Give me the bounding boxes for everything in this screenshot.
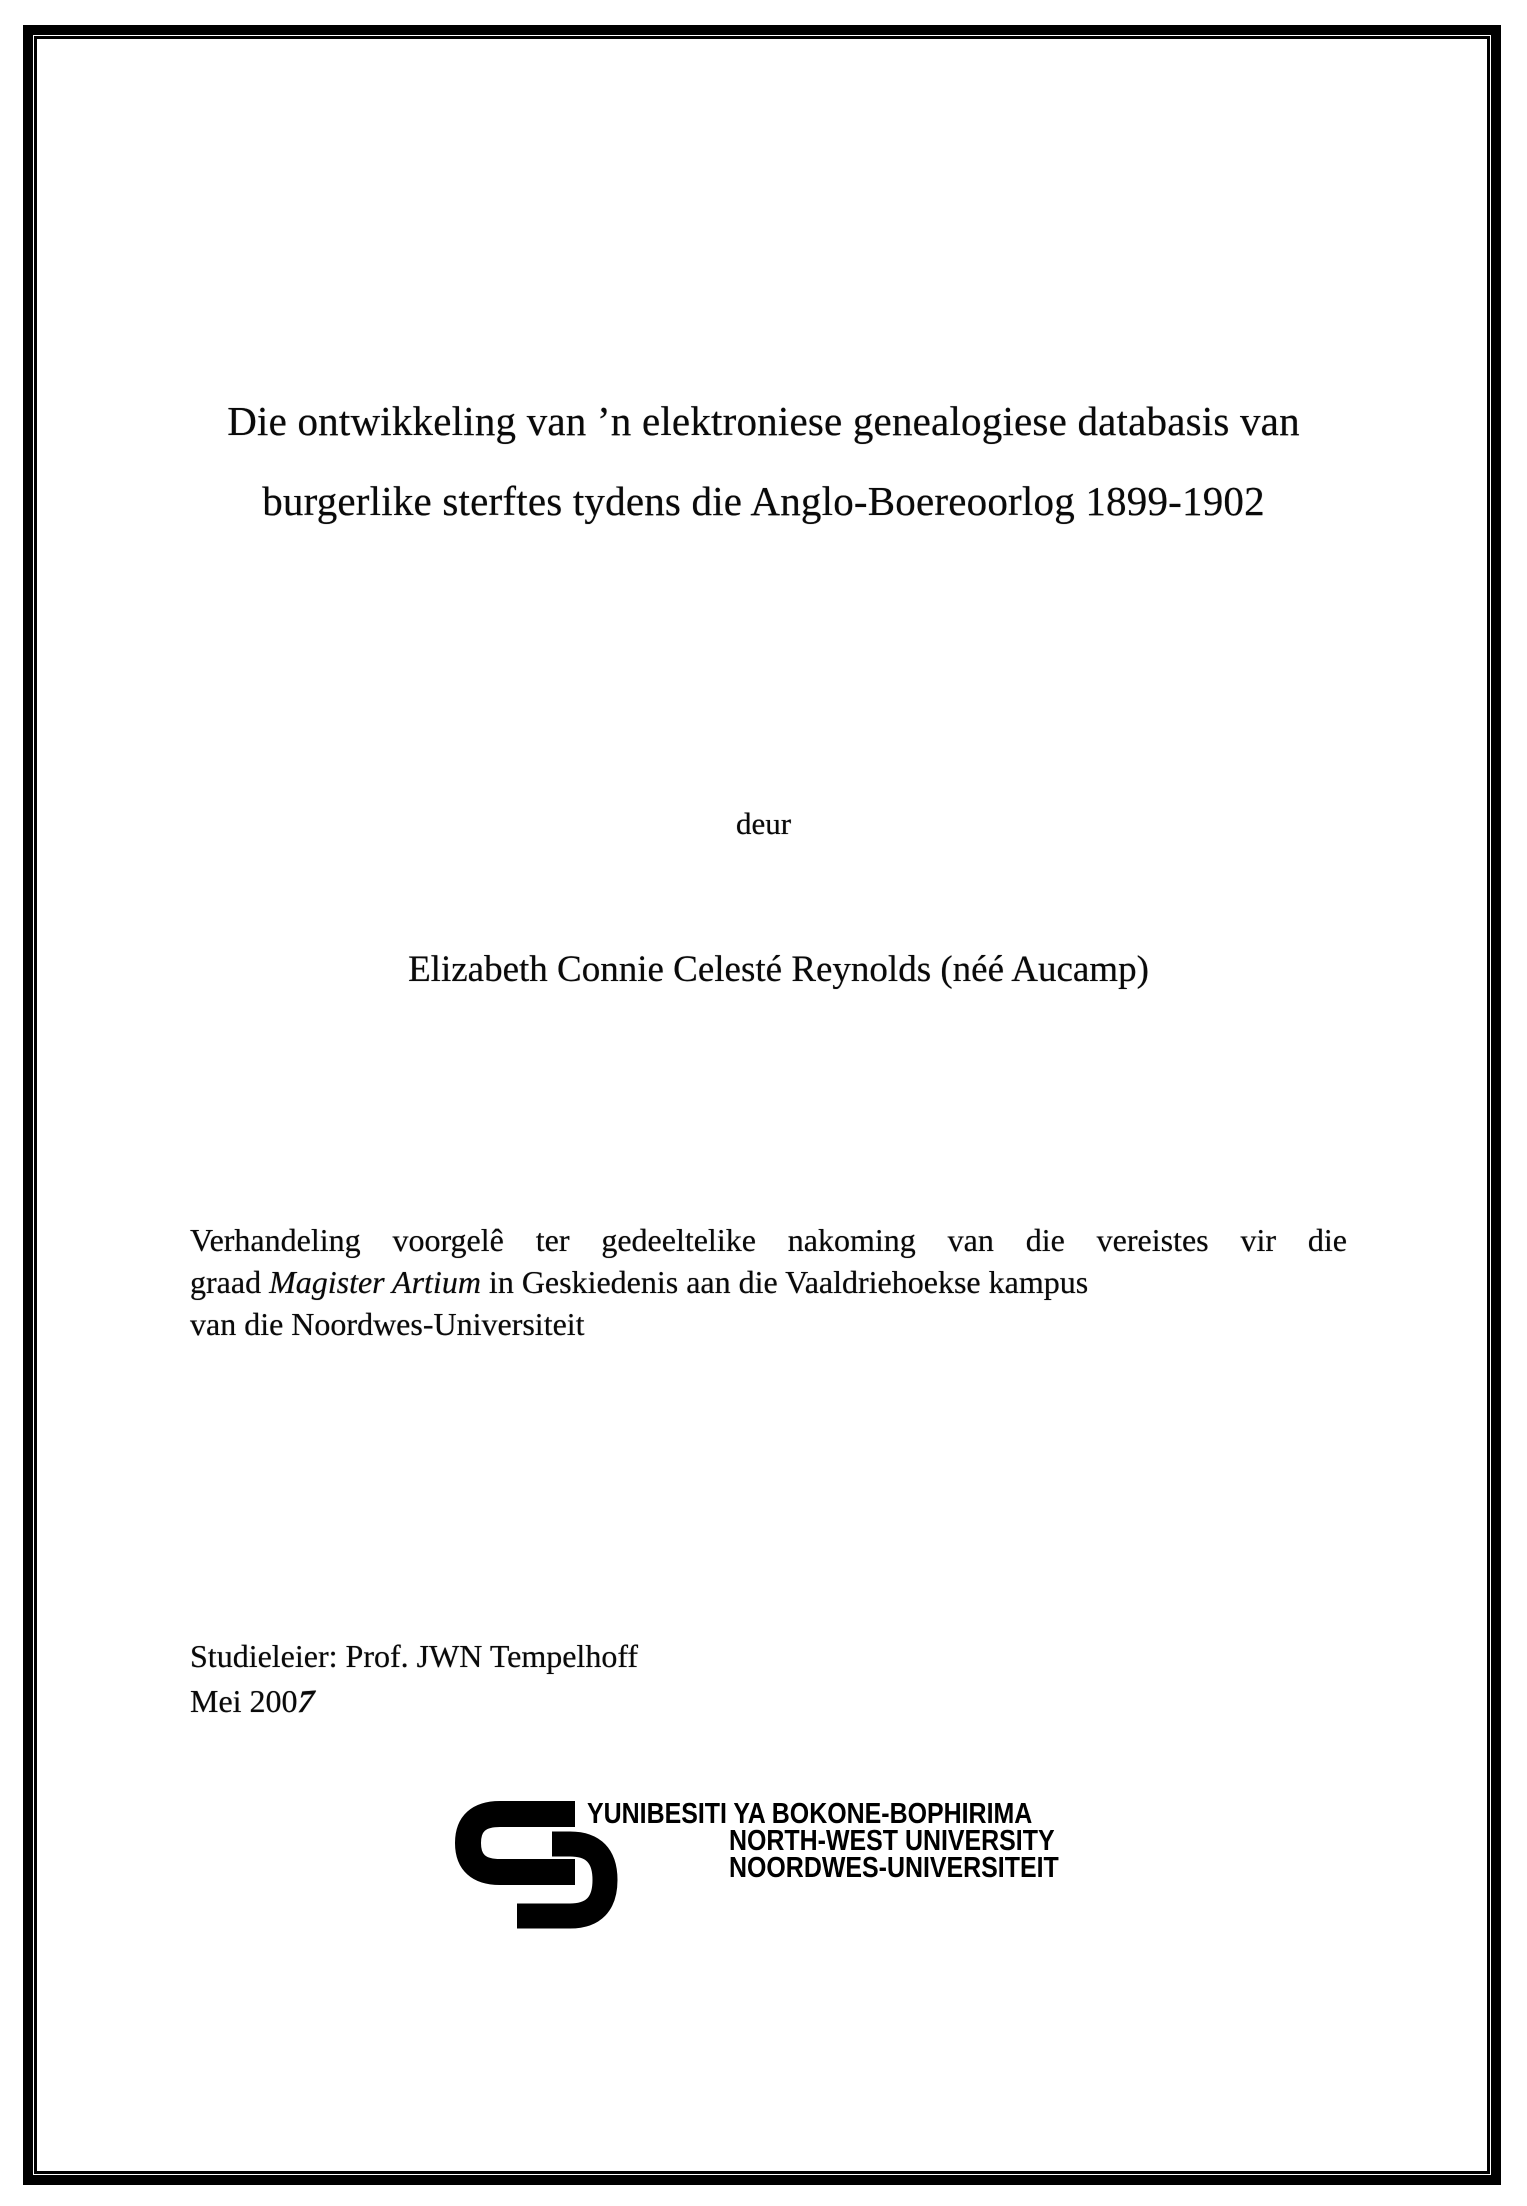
date-last-digit: 7	[292, 1682, 319, 1720]
degree-statement-line1: Verhandeling voorgelê ter gedeeltelike nakoming van die vereistes vir die	[190, 1222, 1347, 1258]
supervisor-line: Studieleier: Prof. JWN Tempelhoff	[190, 1638, 639, 1674]
logo-text-line3: NOORDWES-UNIVERSITEIT	[729, 1852, 1059, 1884]
thesis-title	[110, 381, 1417, 541]
degree-statement-line2-pre: graad	[190, 1264, 270, 1300]
logo-text-line2: NORTH-WEST UNIVERSITY	[729, 1825, 1055, 1857]
supervisor-block	[190, 1634, 638, 1724]
byline: deur	[735, 806, 792, 841]
date-line	[190, 1679, 638, 1724]
degree-statement	[190, 1219, 1347, 1345]
degree-name-italic: Magister Artium	[269, 1264, 481, 1300]
degree-statement-line2-post: in Geskiedenis aan die Vaaldriehoekse kampus	[480, 1264, 1089, 1300]
degree-statement-line2	[190, 1261, 1347, 1303]
university-logo-text	[587, 1798, 1112, 1884]
date-prefix: Mei 200	[190, 1683, 298, 1719]
thesis-title-line2: burgerlike sterftes tydens die Anglo-Boereoorlog 1899-1902	[262, 478, 1265, 524]
degree-statement-line3: van die Noordwes-Universiteit	[190, 1306, 585, 1342]
thesis-title-line1: Die ontwikkeling van ’n elektroniese genealogiese databasis van	[227, 398, 1300, 444]
author-name: Elizabeth Connie Celesté Reynolds (néé Aucamp)	[408, 949, 1149, 990]
logo-text-line1: YUNIBESITI YA BOKONE-BOPHIRIMA	[587, 1798, 1033, 1830]
